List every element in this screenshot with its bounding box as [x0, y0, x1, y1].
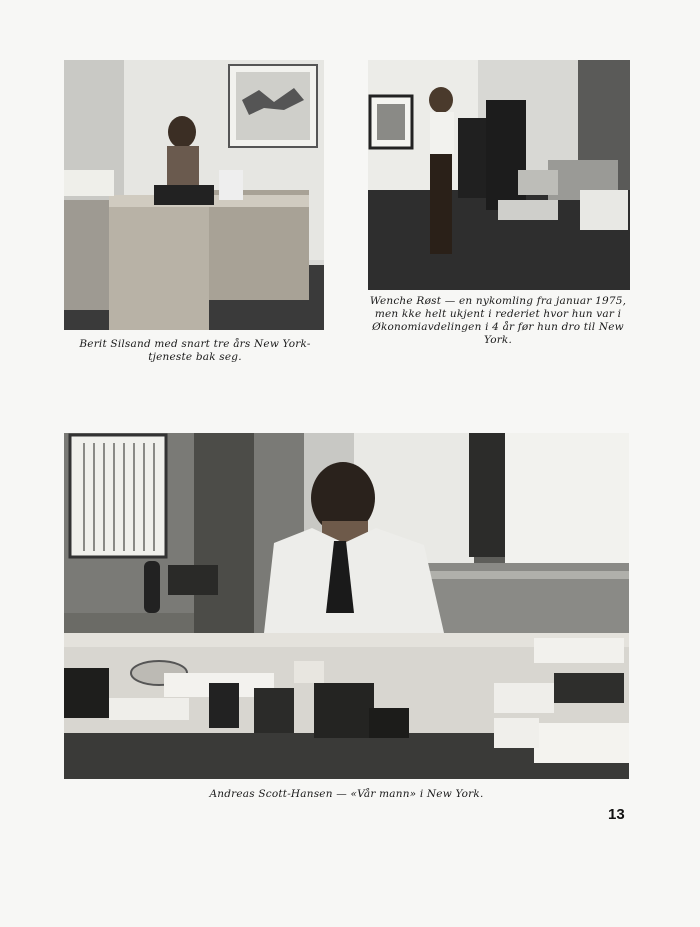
page-number: 13: [608, 806, 625, 823]
caption-andreas-scott-hansen: Andreas Scott-Hansen — «Vår mann» i New York.: [209, 788, 484, 800]
caption-berit-silsand: Berit Silsand med snart tre års New York-tjeneste bak seg.: [79, 338, 311, 363]
photo-andreas-scott-hansen: [64, 433, 629, 779]
photo-berit-silsand: [64, 60, 324, 330]
photo-wenche-rost: [368, 60, 630, 290]
caption-wenche-rost: Wenche Røst — en nykomling fra januar 1975, men kke helt ukjent i rederiet hvor hun var i Økonomiavdelingen i 4 år før hun dro til New York.: [369, 295, 627, 346]
